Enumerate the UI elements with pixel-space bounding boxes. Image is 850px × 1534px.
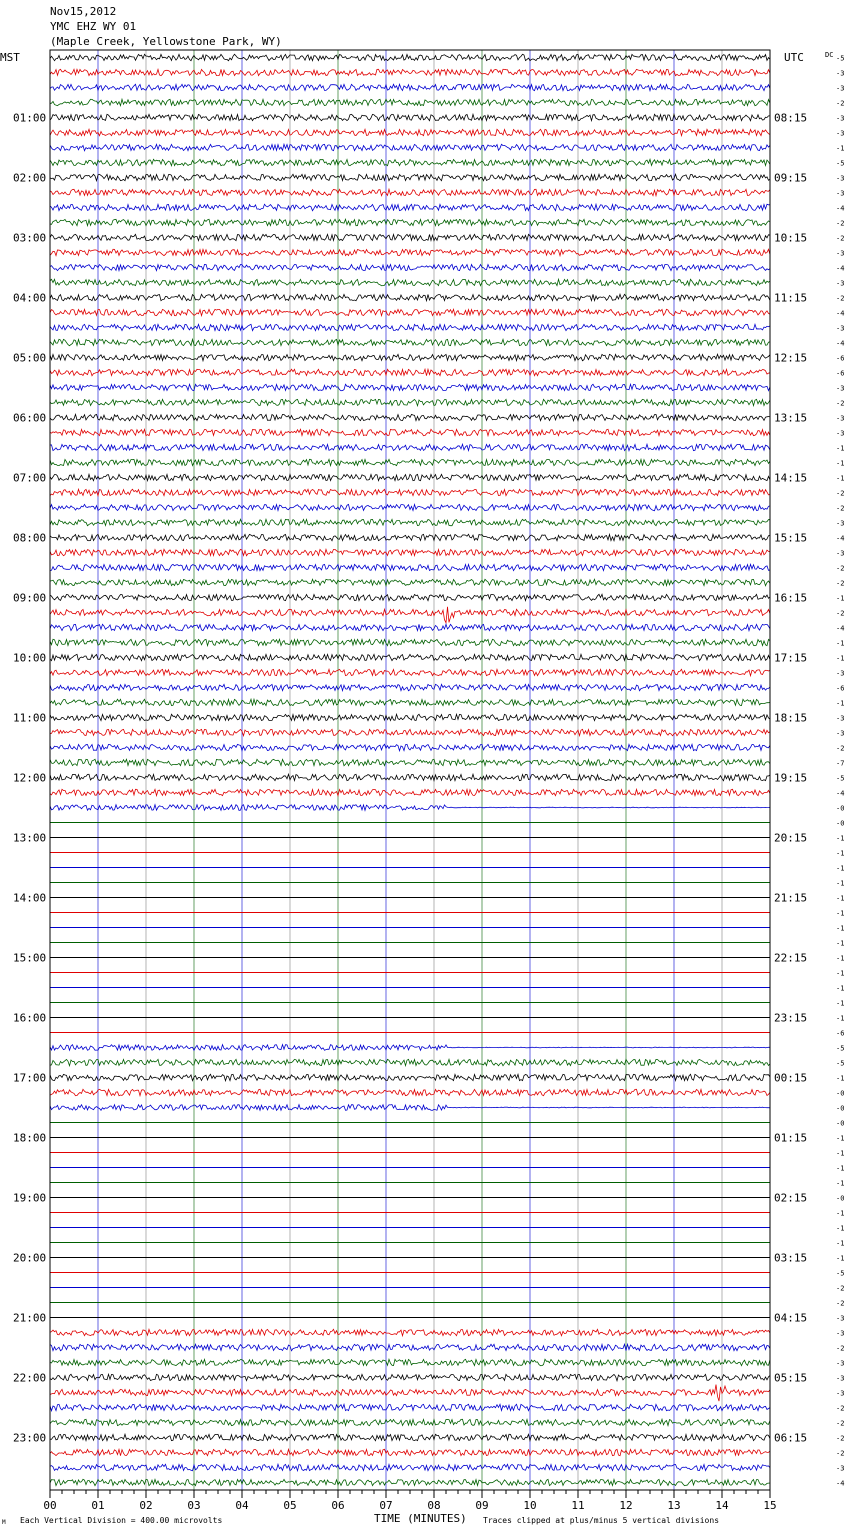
left-hour-label: 13:00: [13, 831, 47, 845]
left-hour-label: 21:00: [13, 1311, 47, 1325]
minute-grid: [98, 50, 722, 1490]
left-hour-label: 04:00: [13, 291, 47, 305]
x-tick-label: 13: [667, 1499, 681, 1512]
dc-offset-value: -2: [836, 219, 845, 228]
dc-offset-value: -3: [836, 1389, 845, 1398]
seismic-trace: [50, 1045, 770, 1051]
dc-offset-value: -1: [836, 594, 845, 603]
dc-offset-value: -1: [836, 1014, 845, 1023]
seismic-trace: [50, 339, 770, 345]
dc-offset-value: -3: [836, 429, 845, 438]
left-hour-label: 07:00: [13, 471, 47, 485]
footer-scale-prefix: M: [2, 1519, 6, 1526]
seismic-trace: [50, 1434, 770, 1440]
left-hour-label: 11:00: [13, 711, 47, 725]
dc-label: DC: [825, 51, 834, 59]
dc-offset-value: -1: [836, 954, 845, 963]
dc-offset-value: -3: [836, 114, 845, 123]
seismic-trace: [50, 744, 770, 750]
dc-offset-value: -5: [836, 54, 845, 63]
dc-offset-value: -2: [836, 1404, 845, 1413]
dc-offset-value: -1: [836, 1224, 845, 1233]
seismic-trace: [50, 429, 770, 435]
x-tick-label: 03: [187, 1499, 201, 1512]
seismic-trace: [50, 99, 770, 105]
left-hour-label: 15:00: [13, 951, 47, 965]
seismic-trace: [50, 714, 770, 720]
dc-offset-value: -2: [836, 1344, 845, 1353]
seismic-trace: [50, 624, 770, 630]
dc-offset-value: -0: [836, 1194, 845, 1203]
x-tick-label: 07: [379, 1499, 393, 1512]
seismic-trace: [50, 1419, 770, 1425]
dc-offset-column: [836, 55, 844, 1488]
seismic-trace: [50, 669, 770, 675]
dc-offset-value: -0: [836, 1089, 845, 1098]
right-hour-label: 05:15: [774, 1371, 808, 1385]
seismic-trace: [50, 129, 770, 135]
dc-offset-value: -3: [836, 549, 845, 558]
right-hour-label: 01:15: [774, 1131, 808, 1145]
seismic-trace: [50, 564, 770, 570]
seismic-trace: [50, 324, 770, 330]
dc-offset-value: -2: [836, 579, 845, 588]
dc-offset-value: -1: [836, 909, 845, 918]
seismic-trace: [50, 474, 770, 480]
seismic-trace: [50, 729, 770, 735]
left-hour-label: 14:00: [13, 891, 47, 905]
dc-offset-value: -1: [836, 984, 845, 993]
right-hour-label: 04:15: [774, 1311, 808, 1325]
dc-offset-value: -4: [836, 789, 845, 798]
left-hour-label: 06:00: [13, 411, 47, 425]
seismic-trace: [50, 264, 770, 270]
right-hour-label: 17:15: [774, 651, 808, 665]
dc-offset-value: -3: [836, 84, 845, 93]
seismic-trace: [50, 294, 770, 300]
dc-offset-value: -3: [836, 414, 845, 423]
right-hour-label: 00:15: [774, 1071, 808, 1085]
dc-offset-value: -3: [836, 189, 845, 198]
x-axis: [43, 1490, 776, 1512]
dc-offset-value: -1: [836, 924, 845, 933]
dc-offset-value: -2: [836, 1299, 845, 1308]
dc-offset-value: -2: [836, 1419, 845, 1428]
dc-offset-value: -3: [836, 729, 845, 738]
dc-offset-value: -4: [836, 264, 845, 273]
x-tick-label: 11: [571, 1499, 585, 1512]
dc-offset-value: -3: [836, 519, 845, 528]
right-hour-label: 15:15: [774, 531, 808, 545]
seismic-trace: [50, 579, 770, 585]
left-hour-label: 02:00: [13, 171, 47, 185]
seismic-trace: [50, 354, 770, 360]
dc-offset-value: -0: [836, 804, 845, 813]
dc-offset-value: -0: [836, 1104, 845, 1113]
right-hour-label: 13:15: [774, 411, 808, 425]
x-tick-label: 12: [619, 1499, 633, 1512]
dc-offset-value: -6: [836, 684, 845, 693]
left-hour-label: 09:00: [13, 591, 47, 605]
right-hour-label: 11:15: [774, 291, 808, 305]
dc-offset-value: -3: [836, 279, 845, 288]
dc-offset-value: -2: [836, 564, 845, 573]
seismic-trace: [50, 414, 770, 420]
dc-offset-value: -2: [836, 489, 845, 498]
dc-offset-value: -3: [836, 174, 845, 183]
seismic-trace: [50, 1344, 770, 1350]
left-hour-label: 17:00: [13, 1071, 47, 1085]
seismic-trace: [50, 519, 770, 525]
footer-scale-text: Each Vertical Division = 400.00 microvolts: [20, 1516, 223, 1525]
x-tick-label: 04: [235, 1499, 249, 1512]
dc-offset-value: -3: [836, 129, 845, 138]
dc-offset-value: -2: [836, 294, 845, 303]
dc-offset-value: -5: [836, 774, 845, 783]
dc-offset-value: -4: [836, 309, 845, 318]
dc-offset-value: -1: [836, 1209, 845, 1218]
right-hour-label: 03:15: [774, 1251, 808, 1265]
dc-offset-value: -1: [836, 459, 845, 468]
dc-offset-value: -1: [836, 969, 845, 978]
left-hour-label: 12:00: [13, 771, 47, 785]
seismic-trace: [50, 805, 770, 811]
dc-offset-value: -5: [836, 1044, 845, 1053]
header-date: Nov15,2012: [50, 5, 117, 18]
dc-offset-value: -4: [836, 1479, 845, 1488]
dc-offset-value: -1: [836, 834, 845, 843]
dc-offset-value: -3: [836, 1314, 845, 1323]
dc-offset-value: -3: [836, 1464, 845, 1473]
dc-offset-value: -1: [836, 1254, 845, 1263]
dc-offset-value: -4: [836, 204, 845, 213]
dc-offset-value: -4: [836, 534, 845, 543]
dc-offset-value: -2: [836, 1434, 845, 1443]
right-hour-label: 06:15: [774, 1431, 808, 1445]
seismic-trace: [50, 399, 770, 405]
left-hour-label: 08:00: [13, 531, 47, 545]
left-hour-label: 20:00: [13, 1251, 47, 1265]
seismic-trace: [50, 1449, 770, 1455]
dc-offset-value: -7: [836, 759, 845, 768]
seismic-trace: [50, 654, 770, 660]
x-tick-label: 10: [523, 1499, 537, 1512]
dc-offset-value: -3: [836, 384, 845, 393]
left-hour-label: 05:00: [13, 351, 47, 365]
dc-offset-value: -1: [836, 999, 845, 1008]
trace-lines: [50, 54, 770, 1485]
left-hour-label: 23:00: [13, 1431, 47, 1445]
dc-offset-value: -4: [836, 624, 845, 633]
seismic-trace: [50, 1404, 770, 1410]
seismic-trace: [50, 534, 770, 540]
seismic-trace: [50, 607, 770, 623]
dc-offset-value: -6: [836, 369, 845, 378]
seismic-trace: [50, 309, 770, 315]
right-hour-label: 08:15: [774, 111, 808, 125]
seismic-trace: [50, 504, 770, 510]
seismic-trace: [50, 219, 770, 225]
x-tick-label: 06: [331, 1499, 345, 1512]
dc-offset-value: -1: [836, 849, 845, 858]
dc-offset-value: -1: [836, 1149, 845, 1158]
dc-offset-value: -3: [836, 714, 845, 723]
dc-offset-value: -1: [836, 894, 845, 903]
x-tick-label: 14: [715, 1499, 729, 1512]
right-hour-label: 12:15: [774, 351, 808, 365]
seismic-trace: [50, 204, 770, 210]
dc-offset-value: -1: [836, 1179, 845, 1188]
right-hour-label: 23:15: [774, 1011, 808, 1025]
right-zone-label: UTC: [784, 51, 804, 64]
seismic-trace: [50, 444, 770, 450]
seismic-trace: [50, 159, 770, 165]
dc-offset-value: -1: [836, 1164, 845, 1173]
x-axis-title: TIME (MINUTES): [374, 1512, 467, 1525]
dc-offset-value: -4: [836, 339, 845, 348]
x-tick-label: 00: [43, 1499, 57, 1512]
seismic-trace: [50, 114, 770, 120]
dc-offset-value: -3: [836, 69, 845, 78]
right-hour-label: 02:15: [774, 1191, 808, 1205]
dc-offset-value: -1: [836, 474, 845, 483]
dc-offset-value: -2: [836, 1284, 845, 1293]
seismic-trace: [50, 249, 770, 255]
x-tick-label: 15: [763, 1499, 777, 1512]
seismic-trace: [50, 234, 770, 240]
x-tick-label: 08: [427, 1499, 441, 1512]
seismic-trace: [50, 69, 770, 75]
seismic-trace: [50, 369, 770, 375]
right-hour-label: 16:15: [774, 591, 808, 605]
seismic-trace: [50, 1329, 770, 1335]
dc-offset-value: -1: [836, 444, 845, 453]
seismic-trace: [50, 1105, 770, 1111]
seismic-trace: [50, 759, 770, 765]
left-hour-label: 18:00: [13, 1131, 47, 1145]
seismic-trace: [50, 1374, 770, 1380]
seismic-trace: [50, 1089, 770, 1095]
seismic-trace: [50, 1059, 770, 1065]
dc-offset-value: -5: [836, 159, 845, 168]
x-tick-label: 01: [91, 1499, 105, 1512]
dc-offset-value: -6: [836, 1029, 845, 1038]
x-tick-label: 05: [283, 1499, 297, 1512]
seismic-trace: [50, 774, 770, 780]
dc-offset-value: -0: [836, 819, 845, 828]
seismic-trace: [50, 1464, 770, 1470]
dc-offset-value: -2: [836, 399, 845, 408]
x-tick-label: 02: [139, 1499, 153, 1512]
right-hour-label: 20:15: [774, 831, 808, 845]
seismic-trace: [50, 699, 770, 705]
seismic-trace: [50, 684, 770, 690]
right-hour-label: 19:15: [774, 771, 808, 785]
dc-offset-value: -2: [836, 744, 845, 753]
dc-offset-value: -2: [836, 504, 845, 513]
dc-offset-value: -2: [836, 1449, 845, 1458]
seismic-trace: [50, 489, 770, 495]
x-tick-label: 09: [475, 1499, 489, 1512]
seismic-trace: [50, 549, 770, 555]
dc-offset-value: -1: [836, 654, 845, 663]
dc-offset-value: -5: [836, 1059, 845, 1068]
right-hour-label: 10:15: [774, 231, 808, 245]
seismic-trace: [50, 54, 770, 60]
seismic-trace: [50, 144, 770, 150]
seismic-trace: [50, 639, 770, 645]
dc-offset-value: -3: [836, 324, 845, 333]
seismic-trace: [50, 174, 770, 180]
left-hour-label: 03:00: [13, 231, 47, 245]
footer-clip-note: Traces clipped at plus/minus 5 vertical divisions: [483, 1516, 720, 1525]
seismic-trace: [50, 189, 770, 195]
dc-offset-value: -1: [836, 879, 845, 888]
dc-offset-value: -3: [836, 1359, 845, 1368]
seismic-trace: [50, 1359, 770, 1365]
seismic-trace: [50, 1385, 770, 1402]
dc-offset-value: -3: [836, 1374, 845, 1383]
seismic-trace: [50, 279, 770, 285]
dc-offset-value: -0: [836, 1119, 845, 1128]
seismic-trace: [50, 789, 770, 795]
right-hour-label: 18:15: [774, 711, 808, 725]
left-zone-label: MST: [0, 51, 20, 64]
seismic-trace: [50, 1479, 770, 1485]
dc-offset-value: -2: [836, 609, 845, 618]
seismic-trace: [50, 594, 770, 600]
dc-offset-value: -1: [836, 1074, 845, 1083]
dc-offset-value: -5: [836, 1269, 845, 1278]
right-hour-label: 21:15: [774, 891, 808, 905]
header-station: YMC EHZ WY 01: [50, 20, 137, 33]
seismic-trace: [50, 1074, 770, 1080]
seismic-trace: [50, 84, 770, 90]
seismic-trace: [50, 384, 770, 390]
right-hour-label: 09:15: [774, 171, 808, 185]
right-hour-label: 22:15: [774, 951, 808, 965]
dc-offset-value: -3: [836, 249, 845, 258]
dc-offset-value: -2: [836, 99, 845, 108]
dc-offset-value: -6: [836, 354, 845, 363]
left-hour-label: 19:00: [13, 1191, 47, 1205]
dc-offset-value: -1: [836, 864, 845, 873]
dc-offset-value: -3: [836, 669, 845, 678]
dc-offset-value: -3: [836, 1329, 845, 1338]
seismic-trace: [50, 459, 770, 465]
dc-offset-value: -1: [836, 699, 845, 708]
left-hour-label: 01:00: [13, 111, 47, 125]
left-hour-label: 16:00: [13, 1011, 47, 1025]
dc-offset-value: -1: [836, 144, 845, 153]
left-hour-label: 10:00: [13, 651, 47, 665]
dc-offset-value: -1: [836, 639, 845, 648]
dc-offset-value: -2: [836, 234, 845, 243]
dc-offset-value: -1: [836, 939, 845, 948]
right-hour-label: 14:15: [774, 471, 808, 485]
dc-offset-value: -1: [836, 1239, 845, 1248]
header-location: (Maple Creek, Yellowstone Park, WY): [50, 35, 282, 48]
dc-offset-value: -1: [836, 1134, 845, 1143]
left-hour-label: 22:00: [13, 1371, 47, 1385]
